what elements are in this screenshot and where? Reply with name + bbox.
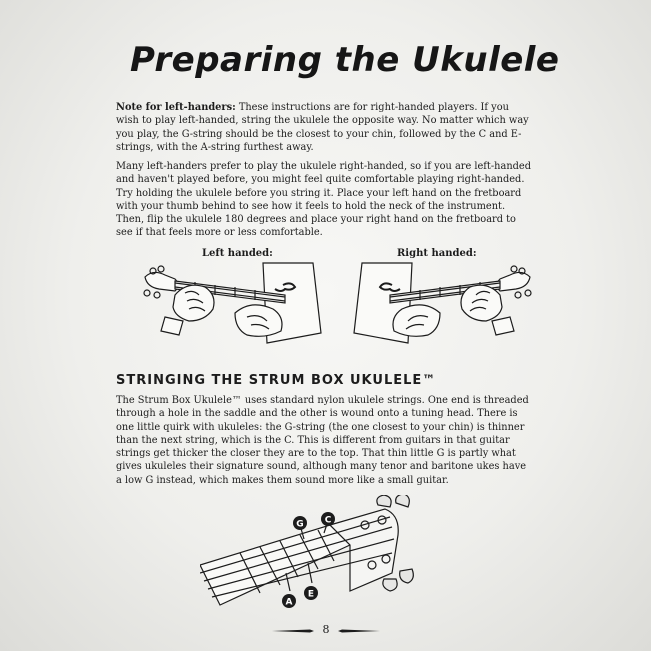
- string-label-g: [293, 516, 307, 530]
- svg-text:G: G: [296, 519, 304, 530]
- page-footer: [270, 622, 382, 640]
- section-heading: STRINGING THE STRUM BOX UKULELE™: [116, 373, 437, 388]
- page-title: Preparing the Ukulele: [130, 40, 560, 80]
- left-handers-paragraph: Many left-handers prefer to play the ukulele right-handed, so if you are left-handed and haven't played before, you might feel quite comfortable playing right-handed. Try holding the ukulele before you string it. Place your left hand on the fretboard with your thumb behind to see how it feels to hold the neck of the instrument. Then, flip the ukulele 180 degrees and place your right hand on the fretboard to see if that feels more or less comfortable.: [116, 161, 531, 239]
- left-handed-illustration: [135, 255, 335, 350]
- stringing-paragraph: The Strum Box Ukulele™ uses standard nylon ukulele strings. One end is threaded through a hole in the saddle and the other is wound onto a tuning head. There is one little quirk with ukuleles: the G-string (the one closest to your chin) is thinner than the next string, which is the C. This is different from guitars in that guitar strings get thicker the closer they are to the top. That thin little G is partly what gives ukuleles their signature sound, although many tenor and baritone ukes have a low G instead, which makes them sound more like a small guitar.: [116, 395, 529, 486]
- page-number: 8: [322, 623, 330, 636]
- headstock-diagram: [200, 495, 435, 620]
- svg-text:C: C: [324, 515, 332, 526]
- right-handed-label: Right handed:: [397, 248, 477, 259]
- svg-text:E: E: [307, 589, 315, 600]
- left-handed-label: Left handed:: [202, 248, 273, 259]
- right-handed-illustration: [340, 255, 540, 350]
- string-label-e: [304, 586, 318, 600]
- left-handers-note: [116, 101, 534, 154]
- svg-text:A: A: [285, 597, 293, 608]
- note-label: Note for left-handers:: [116, 102, 236, 113]
- string-label-c: [321, 512, 335, 526]
- note-text: These instructions are for right-handed players. If you wish to play left-handed, string the ukulele the opposite way. No matter which way you play, the G-string should be the closest to your chin, followed by the C and E-strings, with the A-string furthest away.: [116, 102, 529, 153]
- string-label-a: [282, 594, 296, 608]
